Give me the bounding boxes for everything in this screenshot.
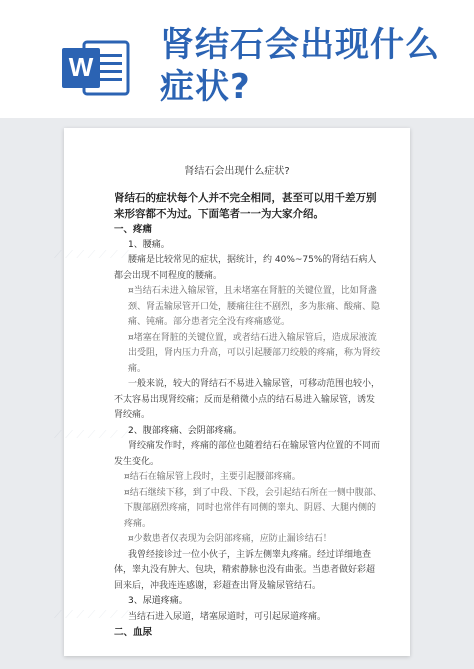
- section-heading: 一、疼痛: [114, 224, 153, 235]
- banner-title-line2: 症状?: [160, 67, 251, 107]
- subsection-heading: 2、腹部疼痛、会阴部疼痛。: [128, 425, 242, 436]
- bullet-paragraph: ¤当结石未进入输尿管，且未堵塞在肾脏的关键位置，比如肾盏颈、肾盂输尿管开口处，腰痛往往不剧烈，多为胀痛、酸痛、隐痛、钝痛。部分患者完全没有疼痛感觉。: [128, 286, 381, 327]
- paragraph: 一般来说，较大的肾结石不易进入输尿管，可移动范围也较小，不太容易出现肾绞痛；反而是稍微小点的结石易进入输尿管，诱发肾绞痛。: [114, 379, 381, 420]
- intro-paragraph: 肾结石的症状每个人并不完全相同，甚至可以用千差万别来形容都不为过。下面笔者一一为大家介绍。: [114, 192, 377, 220]
- bullet-paragraph: ¤少数患者仅表现为会阴部疼痛，应防止漏诊结石！: [128, 534, 332, 544]
- document-page: [54, 128, 410, 656]
- document-title: 肾结石会出现什么症状?: [184, 166, 290, 177]
- watermark: ⟋ ⟋ ⟋ ⟋ ⟋ ⟋ ⟋: [54, 608, 129, 621]
- watermark: ⟋ ⟋ ⟋ ⟋ ⟋ ⟋ ⟋: [54, 428, 129, 441]
- paragraph: 当结石进入尿道，堵塞尿道时，可引起尿道疼痛。: [128, 611, 327, 622]
- watermark: ⟋ ⟋ ⟋ ⟋ ⟋ ⟋ ⟋: [54, 248, 129, 261]
- svg-text:W: W: [68, 52, 94, 82]
- bullet-paragraph: ¤结石继续下移，到了中段、下段，会引起结石所在一侧中腹部、下腹部剧烈疼痛，同时也常伴有同侧的睾丸、阴唇、大腿内侧的疼痛。: [124, 487, 382, 529]
- paragraph: 腰痛是比较常见的症状，据统计，约 40%~75%的肾结石病人都会出现不同程度的腰痛。: [114, 255, 377, 281]
- subsection-heading: 3、尿道疼痛。: [128, 596, 188, 606]
- document-body: [114, 190, 382, 641]
- banner-title: [160, 24, 460, 108]
- word-document-icon: [62, 40, 130, 96]
- bullet-paragraph: ¤结石在输尿管上段时，主要引起腰部疼痛。: [124, 472, 301, 482]
- banner-title-line1: 肾结石会出现什么: [160, 25, 440, 65]
- title-banner: [0, 0, 474, 118]
- section-heading: 二、血尿: [114, 627, 153, 638]
- bullet-paragraph: ¤堵塞在肾脏的关键位置，或者结石进入输尿管后，造成尿液流出受阻，肾内压力升高，可以引起腰部刀绞般的疼痛，称为肾绞痛。: [128, 332, 381, 374]
- subsection-heading: 1、腰痛。: [128, 239, 170, 250]
- paragraph: 肾绞痛发作时，疼痛的部位也随着结石在输尿管内位置的不同而发生变化。: [114, 441, 381, 467]
- paragraph: 我曾经接诊过一位小伙子，主诉左侧睾丸疼痛。经过详细地查体，睾丸没有肿大、包块，精索静脉也没有曲张。当患者做好彩超回来后，冲我连连感谢，彩超查出肾及输尿管结石。: [114, 549, 376, 591]
